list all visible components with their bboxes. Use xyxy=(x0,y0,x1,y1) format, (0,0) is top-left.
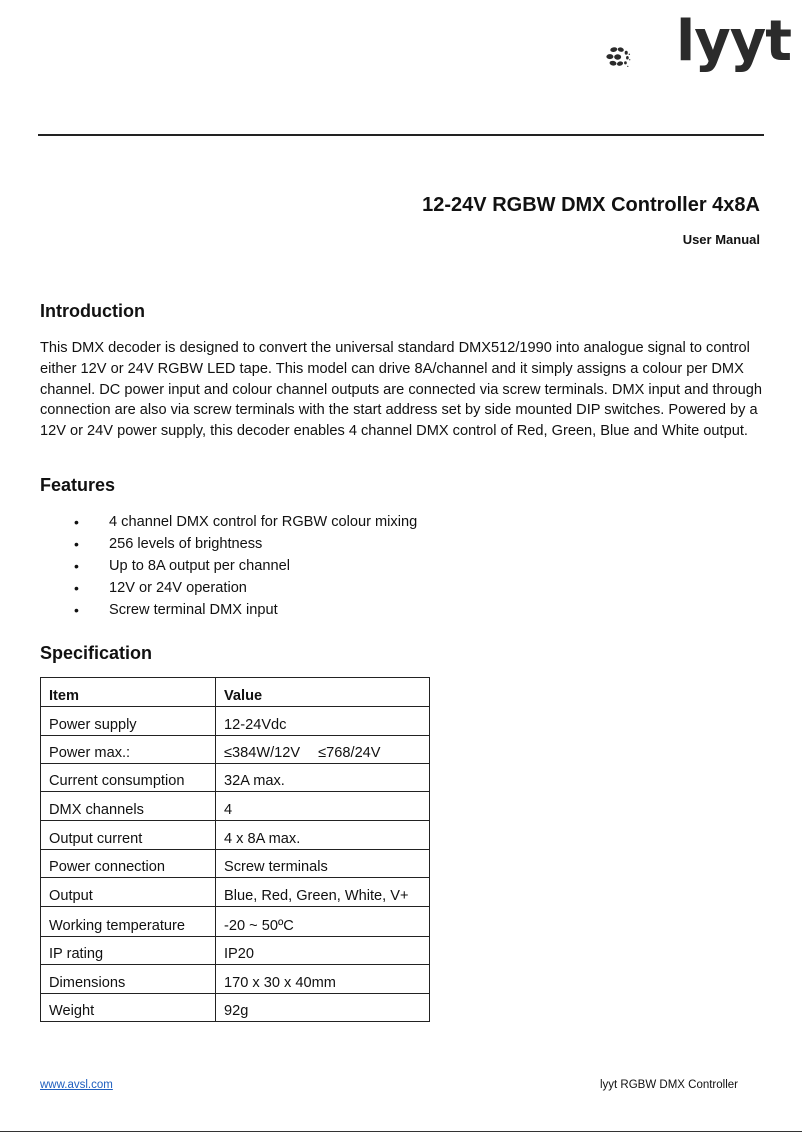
bullet-icon: • xyxy=(74,536,79,552)
table-row xyxy=(41,994,430,1022)
spec-item: IP rating xyxy=(41,937,216,965)
table-header-row xyxy=(41,678,430,707)
bullet-icon: • xyxy=(74,558,79,574)
column-header-value: Value xyxy=(216,678,430,707)
spec-value: 12-24Vdc xyxy=(216,707,430,736)
table-row xyxy=(41,764,430,792)
spec-item: Working temperature xyxy=(41,907,216,937)
feature-text: Up to 8A output per channel xyxy=(109,558,290,574)
spec-item: Power max.: xyxy=(41,736,216,764)
feature-text: 4 channel DMX control for RGBW colour mixing xyxy=(109,514,418,530)
spec-value: Blue, Red, Green, White, V+ xyxy=(216,878,430,907)
footer-document-name: lyyt RGBW DMX Controller xyxy=(599,1079,738,1091)
spec-value: ≤384W/12V xyxy=(224,745,301,761)
spec-item: Weight xyxy=(41,994,216,1022)
bullet-icon: • xyxy=(74,580,79,596)
column-header-item: Item xyxy=(41,678,216,707)
feature-text: Screw terminal DMX input xyxy=(109,602,278,618)
introduction-heading: Introduction xyxy=(40,301,145,321)
table-row xyxy=(41,821,430,850)
document-title: 12-24V RGBW DMX Controller 4x8A xyxy=(422,194,760,216)
spec-item: DMX channels xyxy=(41,792,216,821)
spec-item: Current consumption xyxy=(41,764,216,792)
table-row xyxy=(41,965,430,994)
lyyt-logo-mark xyxy=(606,26,676,88)
bullet-icon: • xyxy=(74,602,79,618)
spec-value: -20 ~ 50ºC xyxy=(216,907,430,937)
table-row xyxy=(41,850,430,878)
specification-heading: Specification xyxy=(40,643,153,663)
footer-divider xyxy=(0,1131,802,1132)
spec-value: 170 x 30 x 40mm xyxy=(216,965,430,994)
table-row xyxy=(41,878,430,907)
header-divider xyxy=(38,134,764,136)
footer-website-link[interactable]: www.avsl.com xyxy=(40,1079,113,1091)
feature-text: 256 levels of brightness xyxy=(109,536,263,552)
spec-value: 4 xyxy=(216,792,430,821)
specification-table xyxy=(40,677,430,1022)
spec-value: IP20 xyxy=(216,937,430,965)
table-row xyxy=(41,792,430,821)
document-subtitle: User Manual xyxy=(682,232,760,247)
feature-text: 12V or 24V operation xyxy=(109,580,247,596)
introduction-text: This DMX decoder is designed to convert the universal standard DMX512/1990 into analogue signal to control either 12V or 24V RGBW LED tape. This model can drive 8A/channel and it simply assigns a colour per DMX channel. DC power input and colour channel outputs are connected via screw terminals. DMX input and through connection are also via screw terminals with the start address set by side mounted DIP switches. Powered by a 12V or 24V power supply, this decoder enables 4 channel DMX control of Red, Green, Blue and White output. xyxy=(40,340,762,440)
spec-item: Output xyxy=(41,878,216,907)
table-row xyxy=(41,937,430,965)
spec-value: Screw terminals xyxy=(216,850,430,878)
spec-item: Dimensions xyxy=(41,965,216,994)
spec-item: Power connection xyxy=(41,850,216,878)
spec-value: 92g xyxy=(216,994,430,1022)
spec-value: 4 x 8A max. xyxy=(216,821,430,850)
table-row xyxy=(41,707,430,736)
logo-wordmark: lyyt xyxy=(676,9,791,74)
spec-value-cell xyxy=(216,736,430,764)
spec-value-secondary: ≤768/24V xyxy=(318,745,381,761)
spec-item: Output current xyxy=(41,821,216,850)
table-row xyxy=(41,907,430,937)
table-row xyxy=(41,736,430,764)
features-heading: Features xyxy=(40,475,116,495)
bullet-icon: • xyxy=(74,514,79,530)
spec-item: Power supply xyxy=(41,707,216,736)
spec-value: 32A max. xyxy=(216,764,430,792)
